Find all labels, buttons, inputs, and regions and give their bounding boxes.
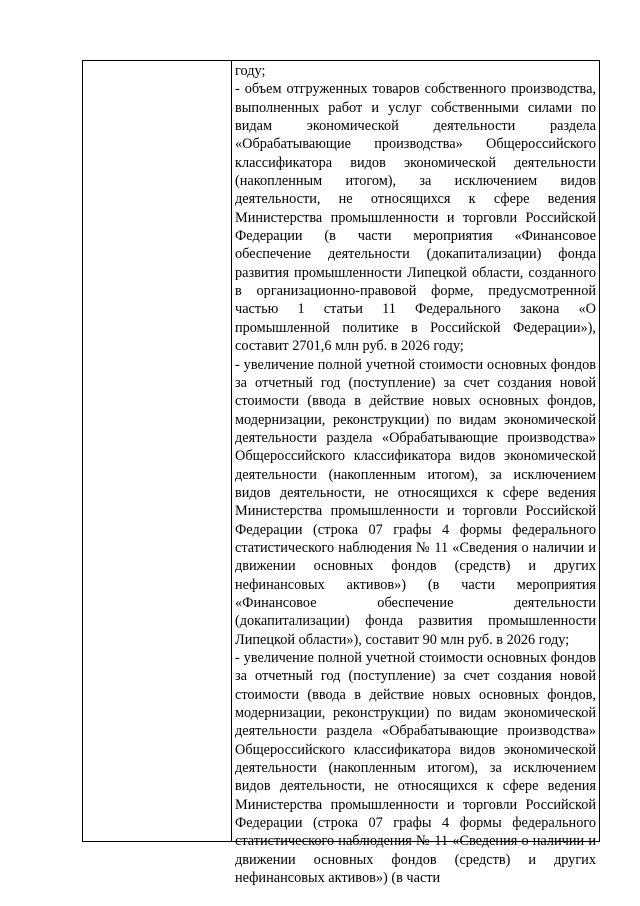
document-table [82,60,600,887]
table-right-column [232,61,599,887]
table-left-column [83,61,232,841]
paragraph-fixed-assets-increase-2: - увеличение полной учетной стоимости основных фондов за отчетный год (поступление) за счет создания новой стоимости (ввода в действие новых основных фондов, модернизации, реконструкции) по видам экономической деятельности раздела «Обрабатывающие производства» Общероссийского классификатора видов экономической деятельности (накопленным итогом), за исключением видов деятельности, не относящихся к сфере ведения Министерства промышленности и торговли Российской Федерации (строка 07 графы 4 формы федерального статистического наблюдения № 11 «Сведения о наличии и движении основных фондов (средств) и других нефинансовых активов») (в части [235,650,596,887]
paragraph-shipped-goods-volume: - объем отгруженных товаров собственного производства, выполненных работ и услуг собственными силами по видам экономической деятельности раздела «Обрабатывающие производства» Общероссийского классификатора видов экономической деятельности (накопленным итогом), за исключением видов деятельности, не относящихся к сфере ведения Министерства промышленности и торговли Российской Федерации (в части мероприятия «Финансовое обеспечение деятельности (докапитализации) фонда развития промышленности Липецкой области, созданного в организационно-правовой форме, предусмотренной частью 1 статьи 11 Федерального закона «О промышленной политике в Российской Федерации»), составит 2701,6 млн руб. в 2026 году; [235,81,596,355]
paragraph-fixed-assets-increase-1: - увеличение полной учетной стоимости основных фондов за отчетный год (поступление) за счет создания новой стоимости (ввода в действие новых основных фондов, модернизации, реконструкции) по видам экономической деятельности раздела «Обрабатывающие производства» Общероссийского классификатора видов экономической деятельности (накопленным итогом), за исключением видов деятельности, не относящихся к сфере ведения Министерства промышленности и торговли Российской Федерации (строка 07 графы 4 формы федерального статистического наблюдения № 11 «Сведения о наличии и движении основных фондов (средств) и других нефинансовых активов») (в части мероприятия «Финансовое обеспечение деятельности (докапитализации) фонда развития промышленности Липецкой области»), составит 90 млн руб. в 2026 году; [235,356,596,648]
paragraph-continuation: году; [235,63,266,79]
cell-text [232,61,599,887]
